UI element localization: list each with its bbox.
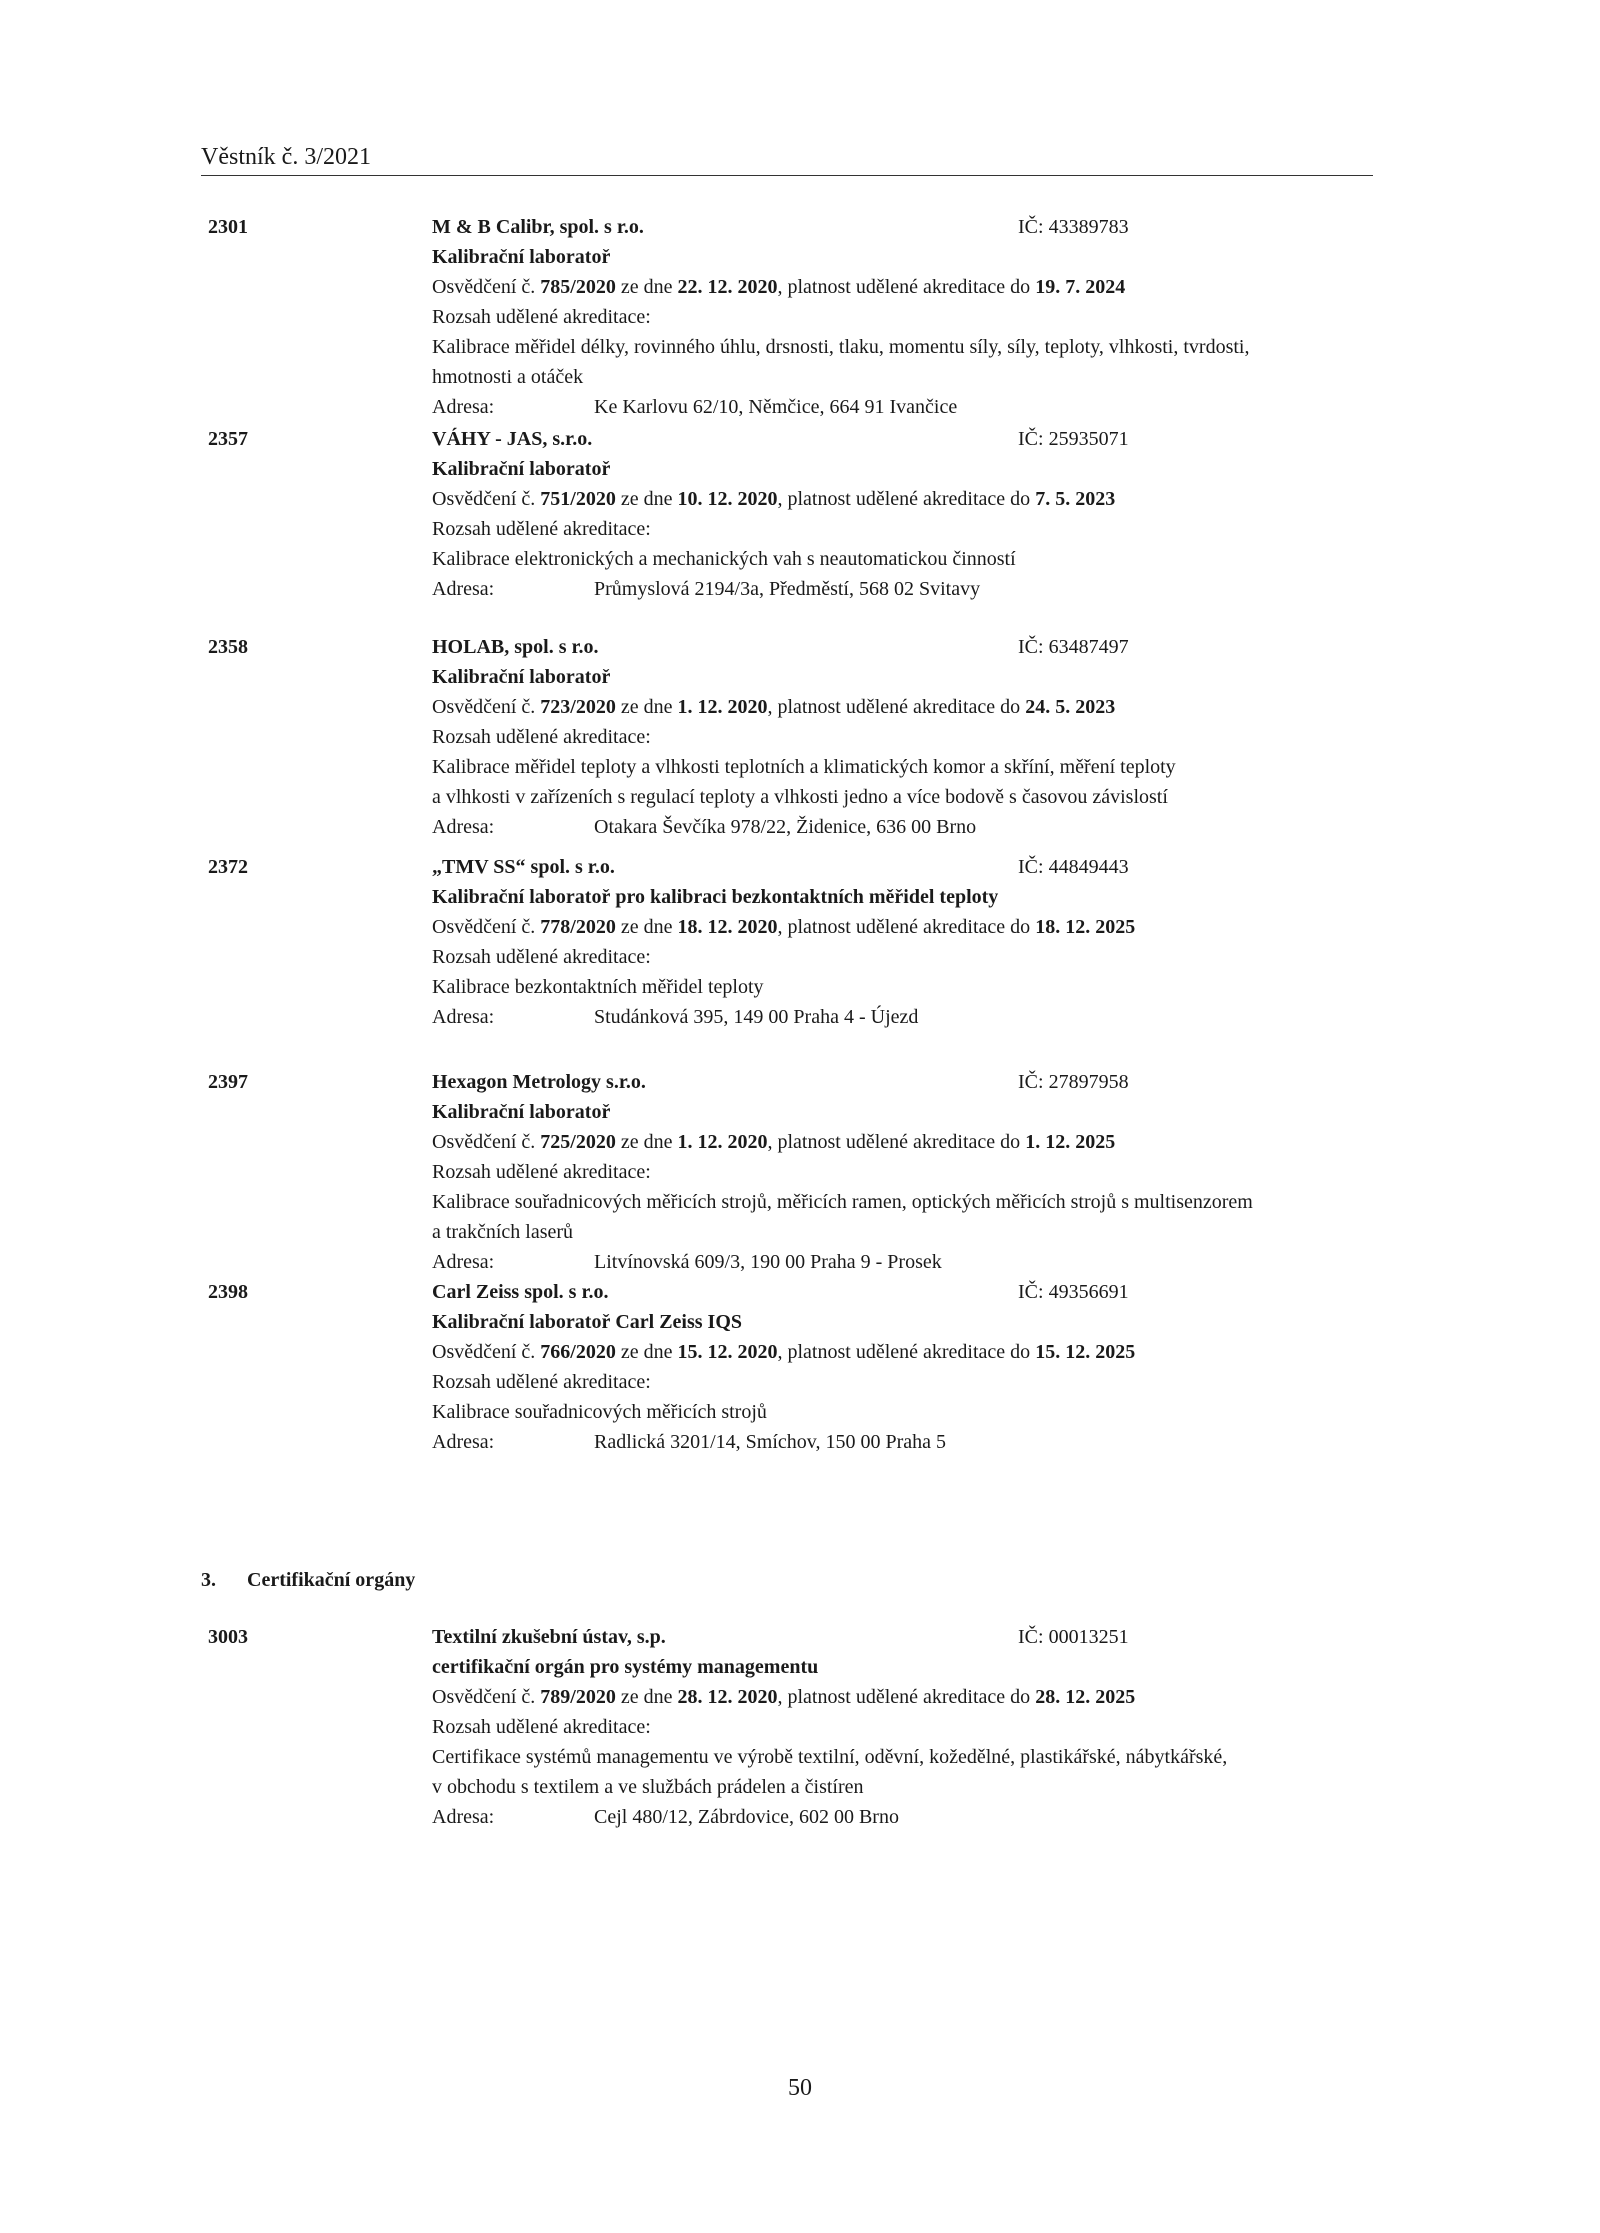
certificate-number: 723/2020 — [540, 696, 616, 718]
ico-field — [1018, 1067, 1129, 1097]
scope-text — [432, 544, 1372, 574]
scope-line: Kalibrace souřadnicových měřicích strojů — [432, 1401, 767, 1423]
certificate-line: Osvědčení č. 778/2020 ze dne 18. 12. 2020, platnost udělené akreditace do 18. 12. 2025 — [432, 916, 1136, 938]
entry-body — [432, 424, 1372, 604]
entry-body — [432, 632, 1372, 842]
ico-value: 43389783 — [1048, 216, 1129, 238]
certificate-number: 785/2020 — [540, 276, 616, 298]
address-label: Adresa: — [432, 816, 495, 838]
scope-line: v obchodu s textilem a ve službách prádelen a čistíren — [432, 1776, 864, 1798]
ico-field — [1018, 1622, 1129, 1652]
ico-value: 49356691 — [1048, 1281, 1129, 1303]
address-label: Adresa: — [432, 1006, 495, 1028]
certificate-line: Osvědčení č. 789/2020 ze dne 28. 12. 2020, platnost udělené akreditace do 28. 12. 2025 — [432, 1686, 1136, 1708]
certificate-line: Osvědčení č. 725/2020 ze dne 1. 12. 2020, platnost udělené akreditace do 1. 12. 2025 — [432, 1131, 1116, 1153]
validity-label: platnost udělené akreditace do — [787, 916, 1031, 938]
scope-line: Kalibrace bezkontaktních měřidel teploty — [432, 976, 764, 998]
address-label: Adresa: — [432, 578, 495, 600]
ico-label: IČ: — [1018, 856, 1044, 878]
ico-field — [1018, 212, 1129, 242]
validity-label: platnost udělené akreditace do — [787, 1686, 1031, 1708]
entry-number: 2358 — [208, 636, 248, 658]
validity-label: platnost udělené akreditace do — [787, 488, 1031, 510]
address-value: Studánková 395, 149 00 Praha 4 - Újezd — [594, 1006, 919, 1028]
scope-label: Rozsah udělené akreditace: — [432, 518, 651, 540]
address-value: Otakara Ševčíka 978/22, Židenice, 636 00 Brno — [594, 816, 977, 838]
body-type: Kalibrační laboratoř — [432, 666, 611, 688]
body-type: certifikační orgán pro systémy managementu — [432, 1656, 819, 1678]
scope-text — [432, 972, 1372, 1002]
date-label: ze dne — [620, 916, 673, 938]
issue-date: 15. 12. 2020 — [677, 1341, 778, 1363]
section-title — [201, 1565, 415, 1595]
body-type: Kalibrační laboratoř — [432, 1101, 611, 1123]
certificate-line: Osvědčení č. 766/2020 ze dne 15. 12. 2020, platnost udělené akreditace do 15. 12. 2025 — [432, 1341, 1136, 1363]
certificate-number: 778/2020 — [540, 916, 616, 938]
entry-body — [432, 852, 1372, 1032]
scope-label: Rozsah udělené akreditace: — [432, 946, 651, 968]
company-name: VÁHY - JAS, s.r.o. — [432, 428, 593, 450]
company-name: Hexagon Metrology s.r.o. — [432, 1071, 646, 1093]
entry-number: 2357 — [208, 428, 248, 450]
ico-field — [1018, 632, 1129, 662]
valid-to-date: 1. 12. 2025 — [1025, 1131, 1116, 1153]
certificate-label: Osvědčení č. — [432, 1686, 536, 1708]
address-value: Ke Karlovu 62/10, Němčice, 664 91 Ivančice — [594, 396, 958, 418]
validity-label: platnost udělené akreditace do — [787, 1341, 1031, 1363]
address-value: Litvínovská 609/3, 190 00 Praha 9 - Prosek — [594, 1251, 942, 1273]
address-line — [432, 1247, 1372, 1277]
validity-label: platnost udělené akreditace do — [777, 1131, 1021, 1153]
validity-label: platnost udělené akreditace do — [787, 276, 1031, 298]
company-name: „TMV SS“ spol. s r.o. — [432, 856, 615, 878]
address-label: Adresa: — [432, 1251, 495, 1273]
entry-number: 2397 — [208, 1071, 248, 1093]
ico-field — [1018, 852, 1129, 882]
scope-line: a trakčních laserů — [432, 1221, 574, 1243]
address-value: Radlická 3201/14, Smíchov, 150 00 Praha 5 — [594, 1431, 946, 1453]
certificate-number: 725/2020 — [540, 1131, 616, 1153]
certificate-label: Osvědčení č. — [432, 276, 536, 298]
entry-number: 2398 — [208, 1281, 248, 1303]
scope-label: Rozsah udělené akreditace: — [432, 726, 651, 748]
address-line — [432, 1427, 1372, 1457]
address-line — [432, 1802, 1372, 1832]
issue-date: 18. 12. 2020 — [677, 916, 778, 938]
body-type: Kalibrační laboratoř Carl Zeiss IQS — [432, 1311, 742, 1333]
address-line — [432, 1002, 1372, 1032]
valid-to-date: 7. 5. 2023 — [1035, 488, 1116, 510]
scope-label: Rozsah udělené akreditace: — [432, 306, 651, 328]
certificate-number: 789/2020 — [540, 1686, 616, 1708]
address-value: Průmyslová 2194/3a, Předměstí, 568 02 Svitavy — [594, 578, 981, 600]
scope-text — [432, 1397, 1372, 1427]
certificate-line: Osvědčení č. 723/2020 ze dne 1. 12. 2020, platnost udělené akreditace do 24. 5. 2023 — [432, 696, 1116, 718]
entry-body — [432, 1067, 1372, 1277]
address-label: Adresa: — [432, 1806, 495, 1828]
section-number: 3. — [201, 1569, 216, 1591]
ico-value: 27897958 — [1048, 1071, 1129, 1093]
address-line — [432, 574, 1372, 604]
scope-text — [432, 1742, 1372, 1802]
entry-number: 2372 — [208, 856, 248, 878]
scope-text — [432, 752, 1372, 812]
address-label: Adresa: — [432, 1431, 495, 1453]
scope-line: Kalibrace elektronických a mechanických vah s neautomatickou činností — [432, 548, 1016, 570]
company-name: HOLAB, spol. s r.o. — [432, 636, 599, 658]
entry-body — [432, 212, 1372, 422]
scope-text — [432, 332, 1372, 392]
issue-date: 10. 12. 2020 — [677, 488, 778, 510]
valid-to-date: 18. 12. 2025 — [1035, 916, 1136, 938]
issue-date: 1. 12. 2020 — [677, 1131, 768, 1153]
ico-field — [1018, 1277, 1129, 1307]
scope-line: Kalibrace měřidel délky, rovinného úhlu, drsnosti, tlaku, momentu síly, síly, teploty, vlhkosti, tvrdosti, — [432, 336, 1250, 358]
ico-label: IČ: — [1018, 1071, 1044, 1093]
scope-line: hmotnosti a otáček — [432, 366, 584, 388]
certificate-number: 766/2020 — [540, 1341, 616, 1363]
validity-label: platnost udělené akreditace do — [777, 696, 1021, 718]
valid-to-date: 24. 5. 2023 — [1025, 696, 1116, 718]
date-label: ze dne — [620, 276, 673, 298]
ico-value: 00013251 — [1048, 1626, 1129, 1648]
date-label: ze dne — [620, 1686, 673, 1708]
page-number: 50 — [788, 2075, 812, 2101]
body-type: Kalibrační laboratoř — [432, 458, 611, 480]
date-label: ze dne — [620, 1131, 673, 1153]
ico-field — [1018, 424, 1129, 454]
entry-body — [432, 1622, 1372, 1832]
address-label: Adresa: — [432, 396, 495, 418]
ico-value: 25935071 — [1048, 428, 1129, 450]
issue-date: 22. 12. 2020 — [677, 276, 778, 298]
scope-line: Kalibrace souřadnicových měřicích strojů, měřicích ramen, optických měřicích strojů s multisenzorem — [432, 1191, 1253, 1213]
certificate-label: Osvědčení č. — [432, 1341, 536, 1363]
scope-line: Certifikace systémů managementu ve výrobě textilní, oděvní, kožedělné, plastikářské, nábytkářské, — [432, 1746, 1228, 1768]
page-header: Věstník č. 3/2021 — [201, 140, 1373, 176]
ico-label: IČ: — [1018, 216, 1044, 238]
scope-label: Rozsah udělené akreditace: — [432, 1371, 651, 1393]
scope-line: Kalibrace měřidel teploty a vlhkosti teplotních a klimatických komor a skříní, měření teploty — [432, 756, 1176, 778]
address-line — [432, 392, 1372, 422]
entry-number: 2301 — [208, 216, 248, 238]
scope-line: a vlhkosti v zařízeních s regulací teploty a vlhkosti jedno a více bodově s časovou závislostí — [432, 786, 1168, 808]
date-label: ze dne — [620, 1341, 673, 1363]
certificate-label: Osvědčení č. — [432, 1131, 536, 1153]
ico-label: IČ: — [1018, 1626, 1044, 1648]
valid-to-date: 28. 12. 2025 — [1035, 1686, 1136, 1708]
date-label: ze dne — [620, 696, 673, 718]
entry-body — [432, 1277, 1372, 1457]
date-label: ze dne — [620, 488, 673, 510]
ico-value: 44849443 — [1048, 856, 1129, 878]
certificate-line: Osvědčení č. 785/2020 ze dne 22. 12. 2020, platnost udělené akreditace do 19. 7. 2024 — [432, 276, 1126, 298]
ico-value: 63487497 — [1048, 636, 1129, 658]
certificate-label: Osvědčení č. — [432, 696, 536, 718]
address-value: Cejl 480/12, Zábrdovice, 602 00 Brno — [594, 1806, 899, 1828]
address-line — [432, 812, 1372, 842]
certificate-label: Osvědčení č. — [432, 916, 536, 938]
scope-label: Rozsah udělené akreditace: — [432, 1161, 651, 1183]
ico-label: IČ: — [1018, 428, 1044, 450]
body-type: Kalibrační laboratoř — [432, 246, 611, 268]
ico-label: IČ: — [1018, 636, 1044, 658]
certificate-label: Osvědčení č. — [432, 488, 536, 510]
certificate-number: 751/2020 — [540, 488, 616, 510]
scope-label: Rozsah udělené akreditace: — [432, 1716, 651, 1738]
company-name: M & B Calibr, spol. s r.o. — [432, 216, 644, 238]
valid-to-date: 15. 12. 2025 — [1035, 1341, 1136, 1363]
body-type: Kalibrační laboratoř pro kalibraci bezkontaktních měřidel teploty — [432, 886, 999, 908]
ico-label: IČ: — [1018, 1281, 1044, 1303]
entry-number: 3003 — [208, 1626, 248, 1648]
scope-text — [432, 1187, 1372, 1247]
valid-to-date: 19. 7. 2024 — [1035, 276, 1126, 298]
company-name: Textilní zkušební ústav, s.p. — [432, 1626, 666, 1648]
company-name: Carl Zeiss spol. s r.o. — [432, 1281, 609, 1303]
issue-date: 1. 12. 2020 — [677, 696, 768, 718]
certificate-line: Osvědčení č. 751/2020 ze dne 10. 12. 2020, platnost udělené akreditace do 7. 5. 2023 — [432, 488, 1116, 510]
issue-date: 28. 12. 2020 — [677, 1686, 778, 1708]
section-heading: Certifikační orgány — [247, 1569, 416, 1591]
